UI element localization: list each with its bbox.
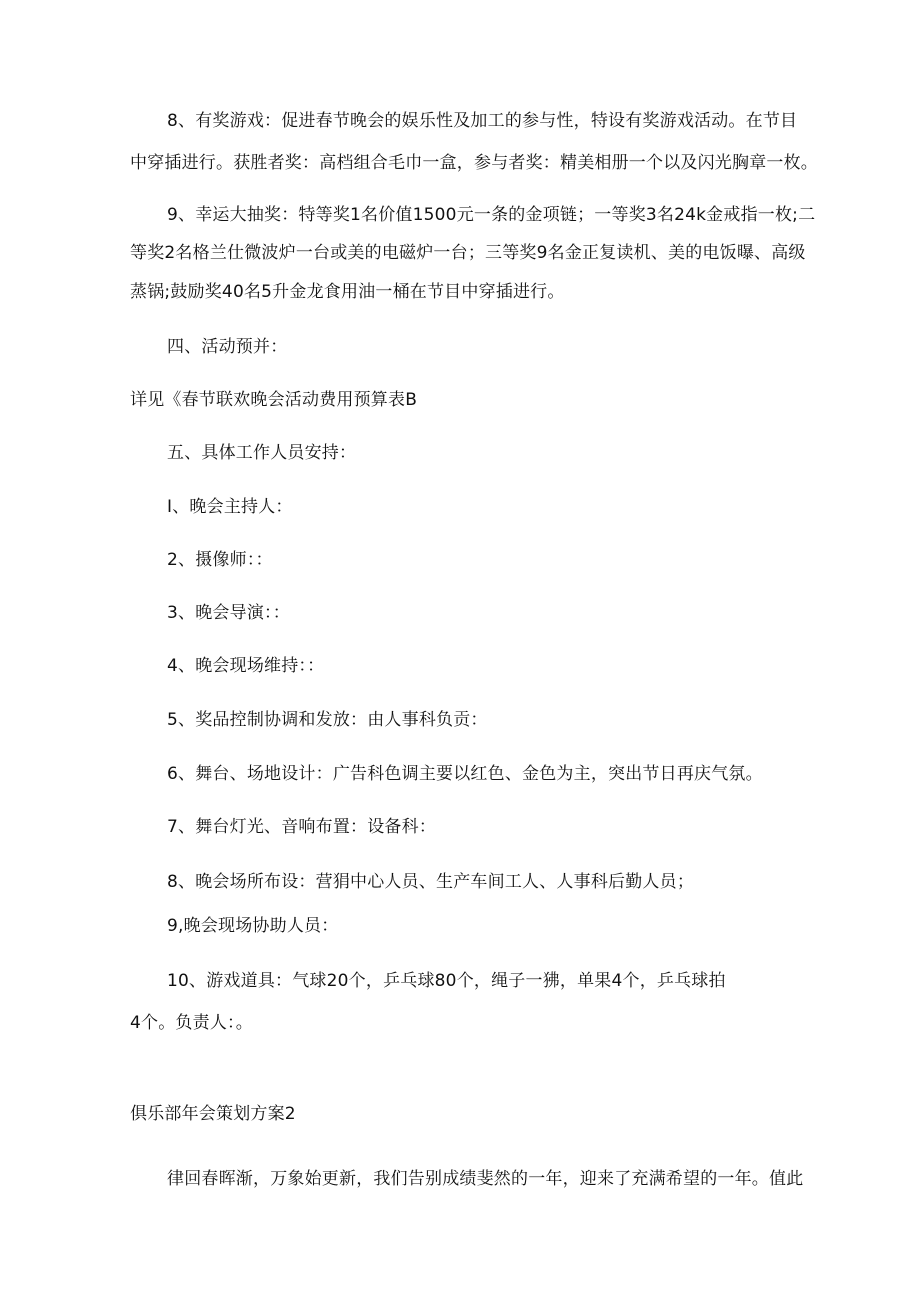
section-heading: 四、活动预并： bbox=[167, 337, 288, 357]
paragraph-line: 律回春晖渐，万象始更新，我们告别成绩斐然的一年，迎来了充满希望的一年。值此 bbox=[167, 1169, 804, 1189]
paragraph-line: 8、有奖游戏：促进春节晚会的娱乐性及加工的参与性，特设有奖游戏活动。在节目 bbox=[167, 111, 798, 131]
paragraph-line: 9、幸运大抽奖：特等奖1名价值1500元一条的金项链；一等奖3名24k金戒指一枚;二 bbox=[167, 205, 816, 225]
paragraph-line: 详见《春节联欢晚会活动费用预算表B bbox=[130, 390, 418, 410]
section-heading: 五、具体工作人员安持： bbox=[167, 443, 357, 463]
list-item: 6、舞台、场地设计：广告科色调主要以红色、金色为主，突出节日再庆气氛。 bbox=[167, 764, 763, 784]
list-item: 9,晚会现场协助人员： bbox=[167, 916, 339, 936]
list-item: I、晚会主持人： bbox=[167, 497, 293, 517]
list-item: 4、晚会现场维持：： bbox=[167, 656, 325, 676]
paragraph-line: 4个。负责人：。 bbox=[130, 1013, 253, 1033]
list-item: 3、晚会导演：： bbox=[167, 603, 290, 623]
list-item: 8、晚会场所布设：营狷中心人员、生产车间工人、人事科后勤人员； bbox=[167, 872, 695, 892]
list-item: 7、舞台灯光、音响布置：设备科： bbox=[167, 817, 437, 837]
paragraph-line: 等奖2名格兰仕微波炉一台或美的电磁炉一台；三等奖9名金正复读机、美的电饭曝、高级 bbox=[130, 243, 806, 263]
paragraph-line: 中穿插进行。获胜者奖：高档组合毛巾一盒，参与者奖：精美相册一个以及闪光胸章一枚。 bbox=[130, 153, 818, 173]
list-item: 2、摄像师：： bbox=[167, 550, 273, 570]
list-item: 10、游戏道具：气球20个，乒乓球80个，绳子一狒，单果4个，乒乓球拍 bbox=[167, 971, 726, 991]
list-item: 5、奖品控制协调和发放：由人事科负贡： bbox=[167, 710, 488, 730]
section-title: 俱乐部年会策划方案2 bbox=[130, 1104, 296, 1124]
paragraph-line: 蒸锅;鼓励奖40名5升金龙食用油一桶在节目中穿插进行。 bbox=[130, 282, 565, 302]
